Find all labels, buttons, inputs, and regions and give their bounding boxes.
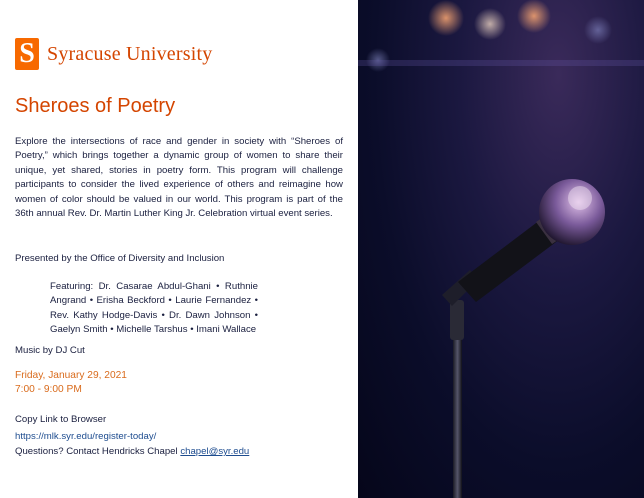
microphone-photo [358,0,644,498]
syracuse-logo [15,38,212,70]
stand-pole-upper [450,300,464,340]
mic-grille-highlight [568,186,592,210]
contact-line [15,446,249,457]
university-name: Syracuse University [47,42,213,65]
music-credit: Music by DJ Cut [15,345,85,356]
featuring-list: Featuring: Dr. Casarae Abdul-Ghani • Ruthnie Angrand • Erisha Beckford • Laurie Fernandez • Rev. Kathy Hodge-Davis • Dr. Dawn Johnson • Gaelyn Smith • Michelle Tarshus • Imani Wallace [50,281,258,336]
event-datetime [15,369,127,397]
block-s-icon: S [15,38,39,70]
bokeh-light [474,8,506,40]
copy-link-label: Copy Link to Browser [15,414,107,425]
event-date: Friday, January 29, 2021 [15,370,127,381]
mic-grille [539,179,605,245]
bokeh-light [428,0,464,36]
bokeh-light [517,0,551,33]
event-title: Sheroes of Poetry [15,95,176,117]
register-link[interactable]: https://mlk.syr.edu/register-today/ [15,431,157,442]
questions-label: Questions? Contact Hendricks Chapel [15,446,178,457]
presented-by: Presented by the Office of Diversity and Inclusion [15,253,225,264]
stage-light-streak [358,60,644,66]
contact-email-link[interactable]: chapel@syr.edu [180,446,250,457]
bokeh-light [584,16,612,44]
event-description: Explore the intersections of race and gender in society with “Sheroes of Poetry,” which brings together a dynamic group of women to share their unique, yet shared, stories in poetry form. This program will challenge participants to consider the lived experience of others and reimagine how women of color should be valued in our world. This program is part of the 36th annual Rev. Dr. Martin Luther King Jr. Celebration virtual event series. [15,136,343,220]
microphone-image [358,0,644,498]
stand-pole [453,330,462,498]
event-time: 7:00 - 9:00 PM [15,384,82,395]
